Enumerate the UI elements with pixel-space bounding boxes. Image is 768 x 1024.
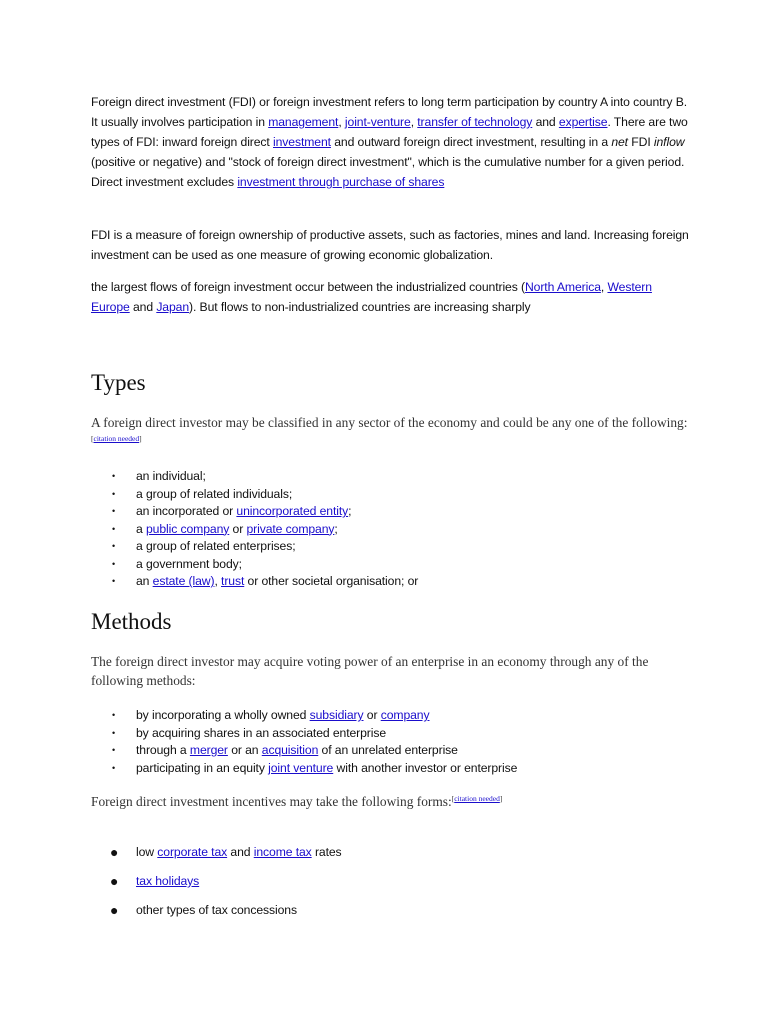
text: and [129,300,157,314]
link-company[interactable]: company [380,708,430,722]
bullet-icon: • [112,471,116,481]
bullet-icon: • [112,762,116,773]
list-item [91,896,691,925]
text: with another investor or enterprise [333,760,518,775]
measure-paragraph: FDI is a measure of foreign ownership of productive assets, such as factories, mines and land. Increasing foreign investment can be used as one measure of growing economic globalization. [91,228,689,262]
text: , [338,115,345,129]
text: through a [136,743,190,757]
citation-needed-link[interactable]: citation needed [93,434,140,443]
bullet-icon: • [112,745,116,755]
link-corporate-tax[interactable]: corporate tax [157,845,228,859]
link-estate-law[interactable]: estate (law) [152,574,215,588]
text: or an [227,743,262,757]
text: FDI [627,135,654,149]
text: other types of tax concessions [136,903,297,917]
link-investment[interactable]: investment [273,135,331,149]
list-item [91,707,691,725]
link-expertise[interactable]: expertise [558,115,608,129]
text: rates [311,845,342,859]
list-item [91,760,691,778]
text: A foreign direct investor may be classified in any sector of the economy and could be any one of the following: [91,415,688,430]
bullet-icon: ● [110,844,119,860]
text: Foreign direct investment incentives may take the following forms: [91,794,452,809]
methods-list [91,707,691,777]
text: or [229,521,247,536]
bullet-icon: • [112,558,116,569]
link-trust[interactable]: trust [221,574,245,588]
text: . There are two types of FDI: inward foreign direct [91,115,688,149]
link-management[interactable]: management [268,115,339,129]
citation-needed: [citation needed] [451,794,503,803]
text: ). But flows to non-industrialized countries are increasing sharply [189,300,531,314]
text: participating in an equity [136,760,269,775]
link-joint-venture-2[interactable]: joint venture [268,760,334,775]
incentives-intro [91,792,691,811]
link-unincorporated-entity[interactable]: unincorporated entity [236,504,349,518]
text: by incorporating a wholly owned [136,708,310,722]
list-item [91,521,691,539]
text: a group of related individuals; [136,486,293,501]
text: an [136,574,153,588]
link-merger[interactable]: merger [189,743,228,757]
text: and outward foreign direct investment, resulting in a [330,135,612,149]
bullet-icon: • [112,710,116,720]
text: , [214,574,222,588]
types-list [91,468,691,591]
list-item [91,486,691,504]
link-western-europe[interactable]: Western Europe [91,280,652,314]
methods-intro: The foreign direct investor may acquire voting power of an enterprise in an economy through any of the following methods: [91,654,649,688]
bullet-icon: • [112,523,116,534]
text: and [227,845,254,859]
methods-heading: Methods [91,609,172,634]
link-investment-through-purchase-of-shares[interactable]: investment through purchase of shares [237,175,445,189]
text: ; [348,504,352,518]
link-joint-venture[interactable]: joint-venture [344,115,411,129]
list-item [91,538,691,556]
bullet-icon: • [112,576,116,586]
link-subsidiary[interactable]: subsidiary [309,708,364,722]
citation-needed-link[interactable]: citation needed [454,794,500,803]
text: or [363,708,381,722]
text: an incorporated or [136,504,237,518]
flows-paragraph [91,277,691,317]
text: or other societal organisation; or [244,574,419,588]
citation-needed: [citation needed] [91,434,142,443]
text: a group of related enterprises; [136,539,296,553]
text: , [600,280,608,294]
link-income-tax[interactable]: income tax [253,845,312,859]
link-private-company[interactable]: private company [246,521,335,536]
text: a [136,521,146,536]
link-north-america[interactable]: North America [524,280,601,294]
bullet-icon: • [112,506,116,516]
list-item [91,867,691,896]
link-japan[interactable]: Japan [156,300,190,314]
text: the largest flows of foreign investment occur between the industrialized countries ( [91,280,525,294]
types-intro [91,413,691,451]
text: low [136,845,158,859]
link-transfer-of-technology[interactable]: transfer of technology [417,115,533,129]
link-public-company[interactable]: public company [145,521,230,536]
text: ; [334,521,338,536]
text: by acquiring shares in an associated enterprise [136,725,387,740]
list-item [91,742,691,760]
types-heading: Types [91,370,146,395]
list-item [91,725,691,743]
link-acquisition[interactable]: acquisition [261,743,319,757]
list-item [91,573,691,591]
text: (positive or negative) and "stock of foreign direct investment", which is the cumulative number for a given period. Direct investment excludes [91,155,685,189]
bullet-icon: • [112,727,116,738]
bullet-icon: ● [110,902,119,918]
list-item [91,838,691,867]
text: of an unrelated enterprise [318,743,458,757]
list-item [91,556,691,574]
bullet-icon: • [112,541,116,551]
list-item [91,503,691,521]
list-item [91,468,691,486]
text: and [532,115,559,129]
bullet-icon: ● [110,873,119,889]
incentives-list [91,838,691,925]
text: Foreign direct investment (FDI) or foreign investment refers to long term participation by country A into country B. It usually involves participation in [91,95,688,129]
text: a government body; [136,556,242,571]
text: , [410,115,418,129]
link-tax-holidays[interactable]: tax holidays [136,874,200,888]
emphasis-inflow: inflow [653,135,685,149]
intro-paragraph [91,92,691,192]
bullet-icon: • [112,488,116,499]
text: an individual; [136,469,206,483]
emphasis-net: net [611,135,628,149]
